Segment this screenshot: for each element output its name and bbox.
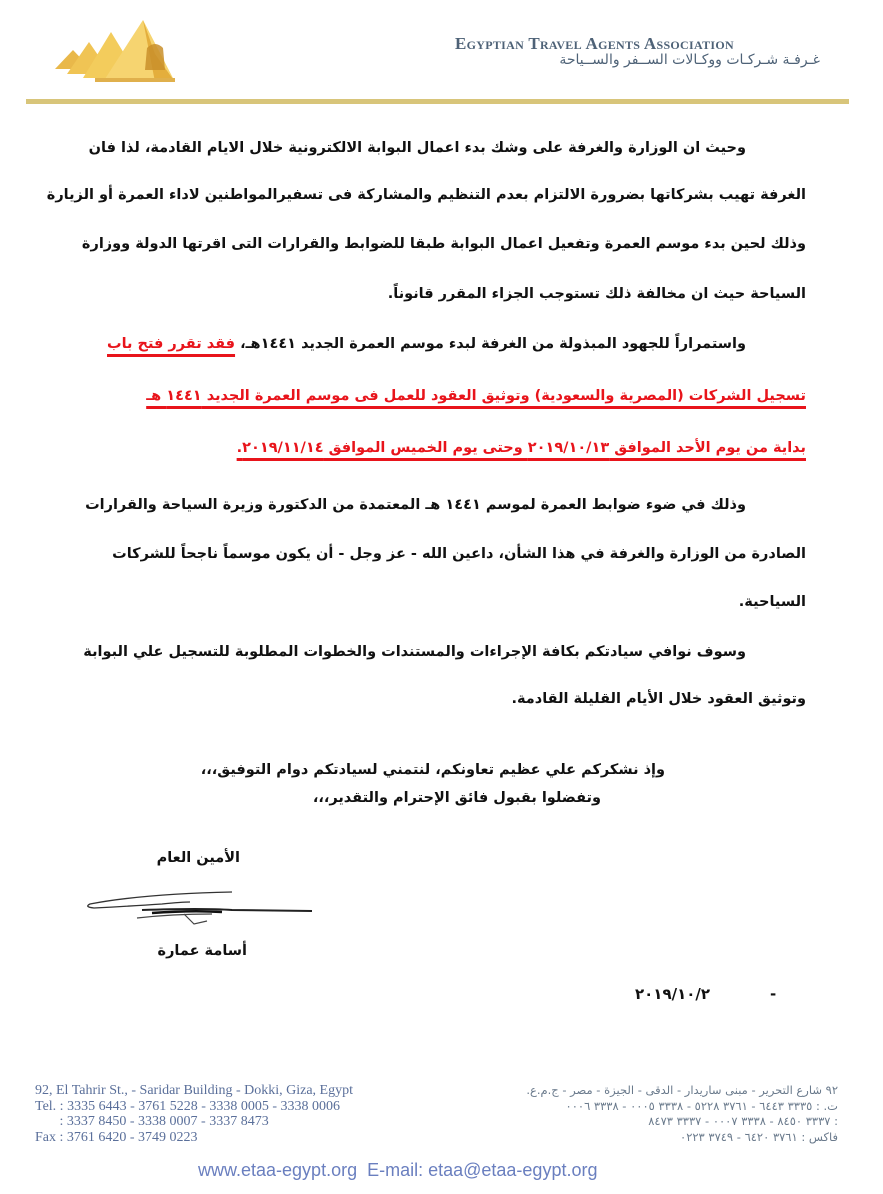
closing-regards: وتفضلوا بقبول فائق الإحترام والتقدير،،، (312, 790, 601, 806)
date-dash: - (770, 985, 777, 1003)
org-name-arabic: غـرفـة شـركـات ووكـالات الســفر والســياحة (559, 52, 820, 68)
header-divider (26, 99, 849, 104)
signatory-name: أسامة عمارة (157, 943, 247, 959)
paragraph-2-highlight-1: فقد تقرر فتح باب (107, 336, 236, 352)
closing-thanks: وإذ نشكركم علي عظيم تعاونكم، لنتمني لسيادتكم دوام التوفيق،،، (200, 762, 665, 778)
paragraph-4-line-1: وسوف نوافي سيادتكم بكافة الإجراءات والمستندات والخطوات المطلوبة للتسجيل علي البوابة (83, 644, 746, 660)
signatory-title: الأمين العام (156, 850, 240, 866)
paragraph-3-line-2: الصادرة من الوزارة والغرفة في هذا الشأن، داعين الله - عز وجل - أن يكون موسماً ناجحاً للشركات (112, 546, 806, 562)
footer-fax-ar: فاكس : ٣٧٦١ ٦٤٢٠ - ٣٧٤٩ ٠٢٢٣ (680, 1129, 838, 1144)
paragraph-2-line-2 (70, 388, 806, 404)
paragraph-3-line-3: السياحية. (738, 594, 806, 610)
footer-website-email[interactable]: www.etaa-egypt.org E-mail: etaa@etaa-egypt.org (198, 1160, 598, 1180)
footer-tel-en: Tel. : 3335 6443 - 3761 5228 - 3338 0005 - 3338 0006 (35, 1098, 341, 1114)
footer-address-en: 92, El Tahrir St., - Saridar Building - Dokki, Giza, Egypt (35, 1083, 353, 1098)
paragraph-1-line-2: الغرفة تهيب بشركاتها بضرورة الالتزام بعدم التنظيم والمشاركة فى تسفيرالمواطنين لاداء العمرة أو الزيارة (46, 187, 806, 203)
pyramids-sphinx-logo-icon (55, 14, 175, 84)
letter-date: ٢٠١٩/١٠/٢ (635, 985, 711, 1003)
handwritten-signature-icon (82, 880, 322, 930)
org-name-english: Egyptian Travel Agents Association (455, 34, 734, 53)
paragraph-2-highlight-2: تسجيل الشركات (المصرية والسعودية) وتوثيق العقود للعمل فى موسم العمرة الجديد ١٤٤١ هـ (146, 388, 806, 404)
paragraph-3-line-1: وذلك في ضوء ضوابط العمرة لموسم ١٤٤١ هـ المعتمدة من الدكتورة وزيرة السياحة والقرارات (85, 497, 746, 513)
footer-contact-arabic (526, 1083, 838, 1145)
footer-fax-en: Fax : 3761 6420 - 3749 0223 (35, 1129, 198, 1145)
paragraph-1-line-4: السياحة حيث ان مخالفة ذلك تستوجب الجزاء المقرر قانوناً. (387, 286, 806, 302)
footer-address-ar: ٩٢ شارع التحرير - مبنى ساريدار - الدقى - الجيزة - مصر - ج.م.ع. (526, 1083, 838, 1097)
paragraph-1-line-3: وذلك لحين بدء موسم العمرة وتفعيل اعمال البوابة طبقا للضوابط والقرارات التى اقرتها الدولة ووزارة (81, 236, 806, 252)
footer-tel2-ar: : ٣٣٣٧ ٨٤٥٠ - ٣٣٣٨ ٠٠٠٧ - ٣٣٣٧ ٨٤٧٣ (648, 1114, 838, 1128)
paragraph-2-highlight-3: بداية من يوم الأحد الموافق ٢٠١٩/١٠/١٣ وحتى يوم الخميس الموافق ٢٠١٩/١١/١٤. (236, 440, 806, 456)
footer-tel2-en: : 3337 8450 - 3338 0007 - 3337 8473 (35, 1114, 269, 1129)
paragraph-2-line-3 (70, 440, 806, 456)
paragraph-2-line-1 (70, 336, 806, 352)
paragraph-2-lead: واستمراراً للجهود المبذولة من الغرفة لبدء موسم العمرة الجديد ١٤٤١هـ، (235, 336, 746, 352)
paragraph-1-line-1: وحيث ان الوزارة والغرفة على وشك بدء اعمال البوابة الالكترونية خلال الايام القادمة، لذا فان (88, 140, 746, 156)
footer-contact-english (35, 1083, 353, 1145)
paragraph-4-line-2: وتوثيق العقود خلال الأيام القليلة القادمة. (511, 691, 806, 707)
footer-tel-ar: ت. : ٣٣٣٥ ٦٤٤٣ - ٣٧٦١ ٥٢٢٨ - ٣٣٣٨ ٠٠٠٥ - ٣٣٣٨ ٠٠٠٦ (565, 1098, 838, 1113)
